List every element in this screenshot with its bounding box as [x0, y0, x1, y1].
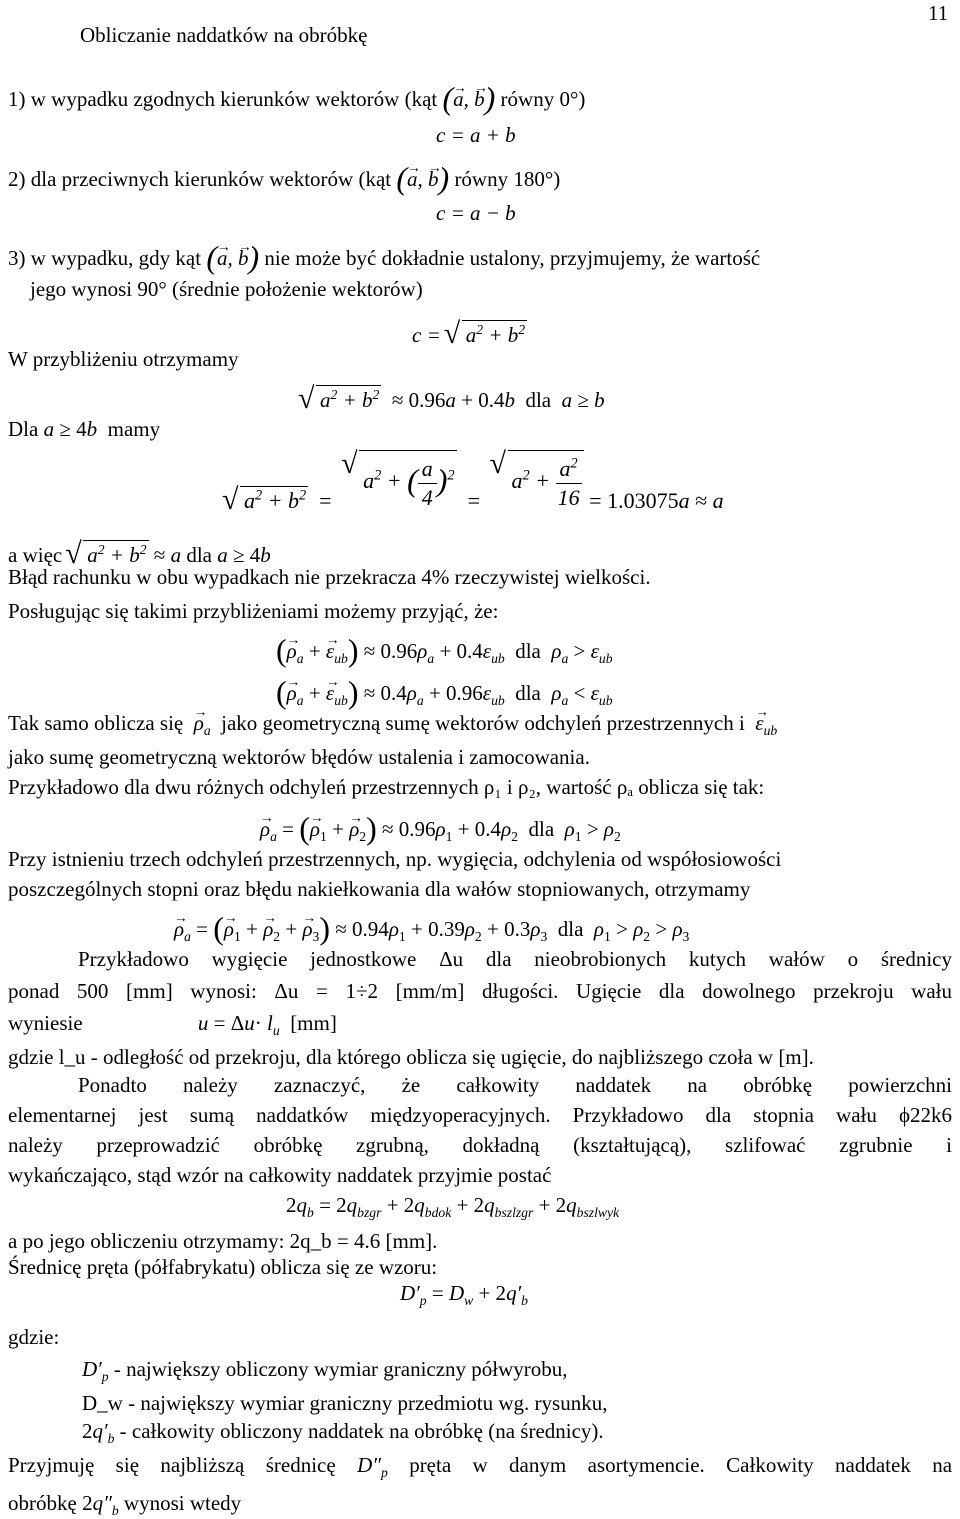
- formula: c = a + b: [436, 123, 516, 147]
- text-line: Ponadto należy zaznaczyć, że całkowity naddatek na obróbkę powierzchni: [78, 1073, 952, 1097]
- formula: → $\rho_a$ = (→ $\rho_1$ + → $\rho_2$ + → $\rho_3) \approx 0.94\rho_1 + 0.39\rho_2 + 0.3\rho_3$ dla $\rho_1 > \rho_2 > \rho_3$: [174, 908, 689, 948]
- text-line: a po jego obliczeniu otrzymamy: 2q_b = 4.6 [mm].: [8, 1229, 438, 1253]
- text-line: $2q'_b$ - całkowity obliczony naddatek na obróbkę (na średnicy).: [82, 1419, 604, 1447]
- formula: √ $a^2 + b^2 \approx 0.96a + 0.4b$ dla a ≥ b: [316, 385, 605, 413]
- text-line: Błąd rachunku w obu wypadkach nie przekracza 4% rzeczywistej wielkości.: [8, 565, 651, 589]
- text-line: Tak samo oblicza się → $\rho_a$ jako geometryczną sumę wektorów odchyleń przestrzennych $i \to \varepsilon_{ub}$: [8, 710, 777, 739]
- text-line: D_w - największy wymiar graniczny przedmiotu wg. rysunku,: [82, 1391, 608, 1415]
- text-line: Dla a ≥ 4b mamy: [8, 417, 161, 441]
- page-number: 11: [928, 1, 949, 25]
- formula: (→ a, → b): [442, 87, 495, 111]
- text-line: W przybliżeniu otrzymamy: [8, 347, 239, 371]
- text-line: Przy istnieniu trzech odchyleń przestrzennych, np. wygięcia, odchylenia od współosiowości: [8, 847, 782, 871]
- formula: c = a − b: [436, 201, 516, 225]
- text-line: gdzie:: [8, 1325, 60, 1349]
- text-line: ponad 500 [mm] wynosi: Δu = 1÷2 [mm/m] długości. Ugięcie dla dowolnego przekroju wału: [8, 979, 952, 1003]
- text-line: jako sumę geometryczną wektorów błędów ustalenia i zamocowania.: [8, 745, 590, 769]
- formula: $2q_b = 2q_{bzgr} + 2q_{bdok} + 2q_{bszlzgr} + 2q_{bszlwyk}$: [286, 1193, 620, 1221]
- formula: (→ $\rho_a$ + → $\varepsilon_{ub}) \approx 0.4\rho_a + 0.96\varepsilon_{ub}$ dla $\rho_a < \varepsilon_{ub}$: [276, 672, 613, 712]
- text-line: Posługując się takimi przybliżeniami możemy przyjąć, że:: [8, 599, 499, 623]
- text-line: Średnicę pręta (półfabrykatu) oblicza się ze wzoru:: [8, 1255, 438, 1279]
- text-line: Przykładowo dla dwu różnych odchyleń przestrzennych ρ₁ i ρ₂, wartość ρₐ oblicza się tak:: [8, 775, 765, 799]
- text-line: 2) dla przeciwnych kierunków wektorów (kąt (→ a, → b) równy 180°): [8, 158, 560, 198]
- text-line: należy przeprowadzić obróbkę zgrubną, dokładną (kształtującą), szlifować zgrubnie i: [8, 1133, 952, 1157]
- page-title: Obliczanie naddatków na obróbkę: [80, 23, 368, 47]
- formula: (→ a, → b): [206, 246, 259, 270]
- formula: √ $a^2 + b^2$ = √ $a^2$ + ( $\frac{a}{4}$ )$^2$ = √ $a^2$ + $\frac{a^2}{16}$ = 1.03075a ≈ a: [240, 450, 724, 511]
- text-line: wykańczająco, stąd wzór na całkowity naddatek przyjmie postać: [8, 1163, 552, 1187]
- formula: → $\rho_a$ = (→ $\rho_1$ + → $\rho_2) \approx 0.96\rho_1 + 0.4\rho_2$ dla $\rho_1 > \rho_2$: [260, 808, 621, 848]
- text-line: 3) w wypadku, gdy kąt (→ a, → b) nie może być dokładnie ustalony, przyjmujemy, że wartość: [8, 237, 760, 277]
- text-line: gdzie l_u - odległość od przekroju, dla którego oblicza się ugięcie, do najbliższego czoła w [m].: [8, 1045, 814, 1069]
- text-line: 1) w wypadku zgodnych kierunków wektorów (kąt (→ a, → b) równy 0°): [8, 78, 585, 118]
- text-line: a więc √ $a^2 + b^2 \approx a$ dla a ≥ 4b: [8, 540, 271, 568]
- formula: c = √ $a^2 + b^2$: [412, 320, 527, 348]
- formula: $D'_p = D_w + 2q'_b$: [400, 1281, 528, 1309]
- formula: (→ a, → b): [396, 167, 449, 191]
- text-line: $D'_p$ - największy obliczony wymiar graniczny półwyrobu,: [82, 1357, 568, 1385]
- text-line: obróbkę $2q''_b$ wynosi wtedy: [8, 1491, 242, 1519]
- text-line: elementarnej jest sumą naddatków międzyoperacyjnych. Przykładowo dla stopnia wału ϕ22k6: [8, 1103, 952, 1127]
- text-line: Przyjmuję się najbliższą średnicę $D''_p$ pręta w danym asortymencie. Całkowity naddatek na: [8, 1453, 953, 1481]
- formula: (→ $\rho_a$ + → $\varepsilon_{ub}) \approx 0.96\rho_a + 0.4\varepsilon_{ub}$ dla $\rho_a > \varepsilon_{ub}$: [276, 630, 613, 670]
- text-line: poszczególnych stopni oraz błędu nakiełkowania dla wałów stopniowanych, otrzymamy: [8, 877, 751, 901]
- text-line: wyniesie $u = \Delta u\cdot l_u$ [mm]: [8, 1011, 337, 1039]
- text-line: jego wynosi 90° (średnie położenie wektorów): [30, 277, 423, 301]
- text-line: Przykładowo wygięcie jednostkowe Δu dla nieobrobionych kutych wałów o średnicy: [78, 947, 952, 971]
